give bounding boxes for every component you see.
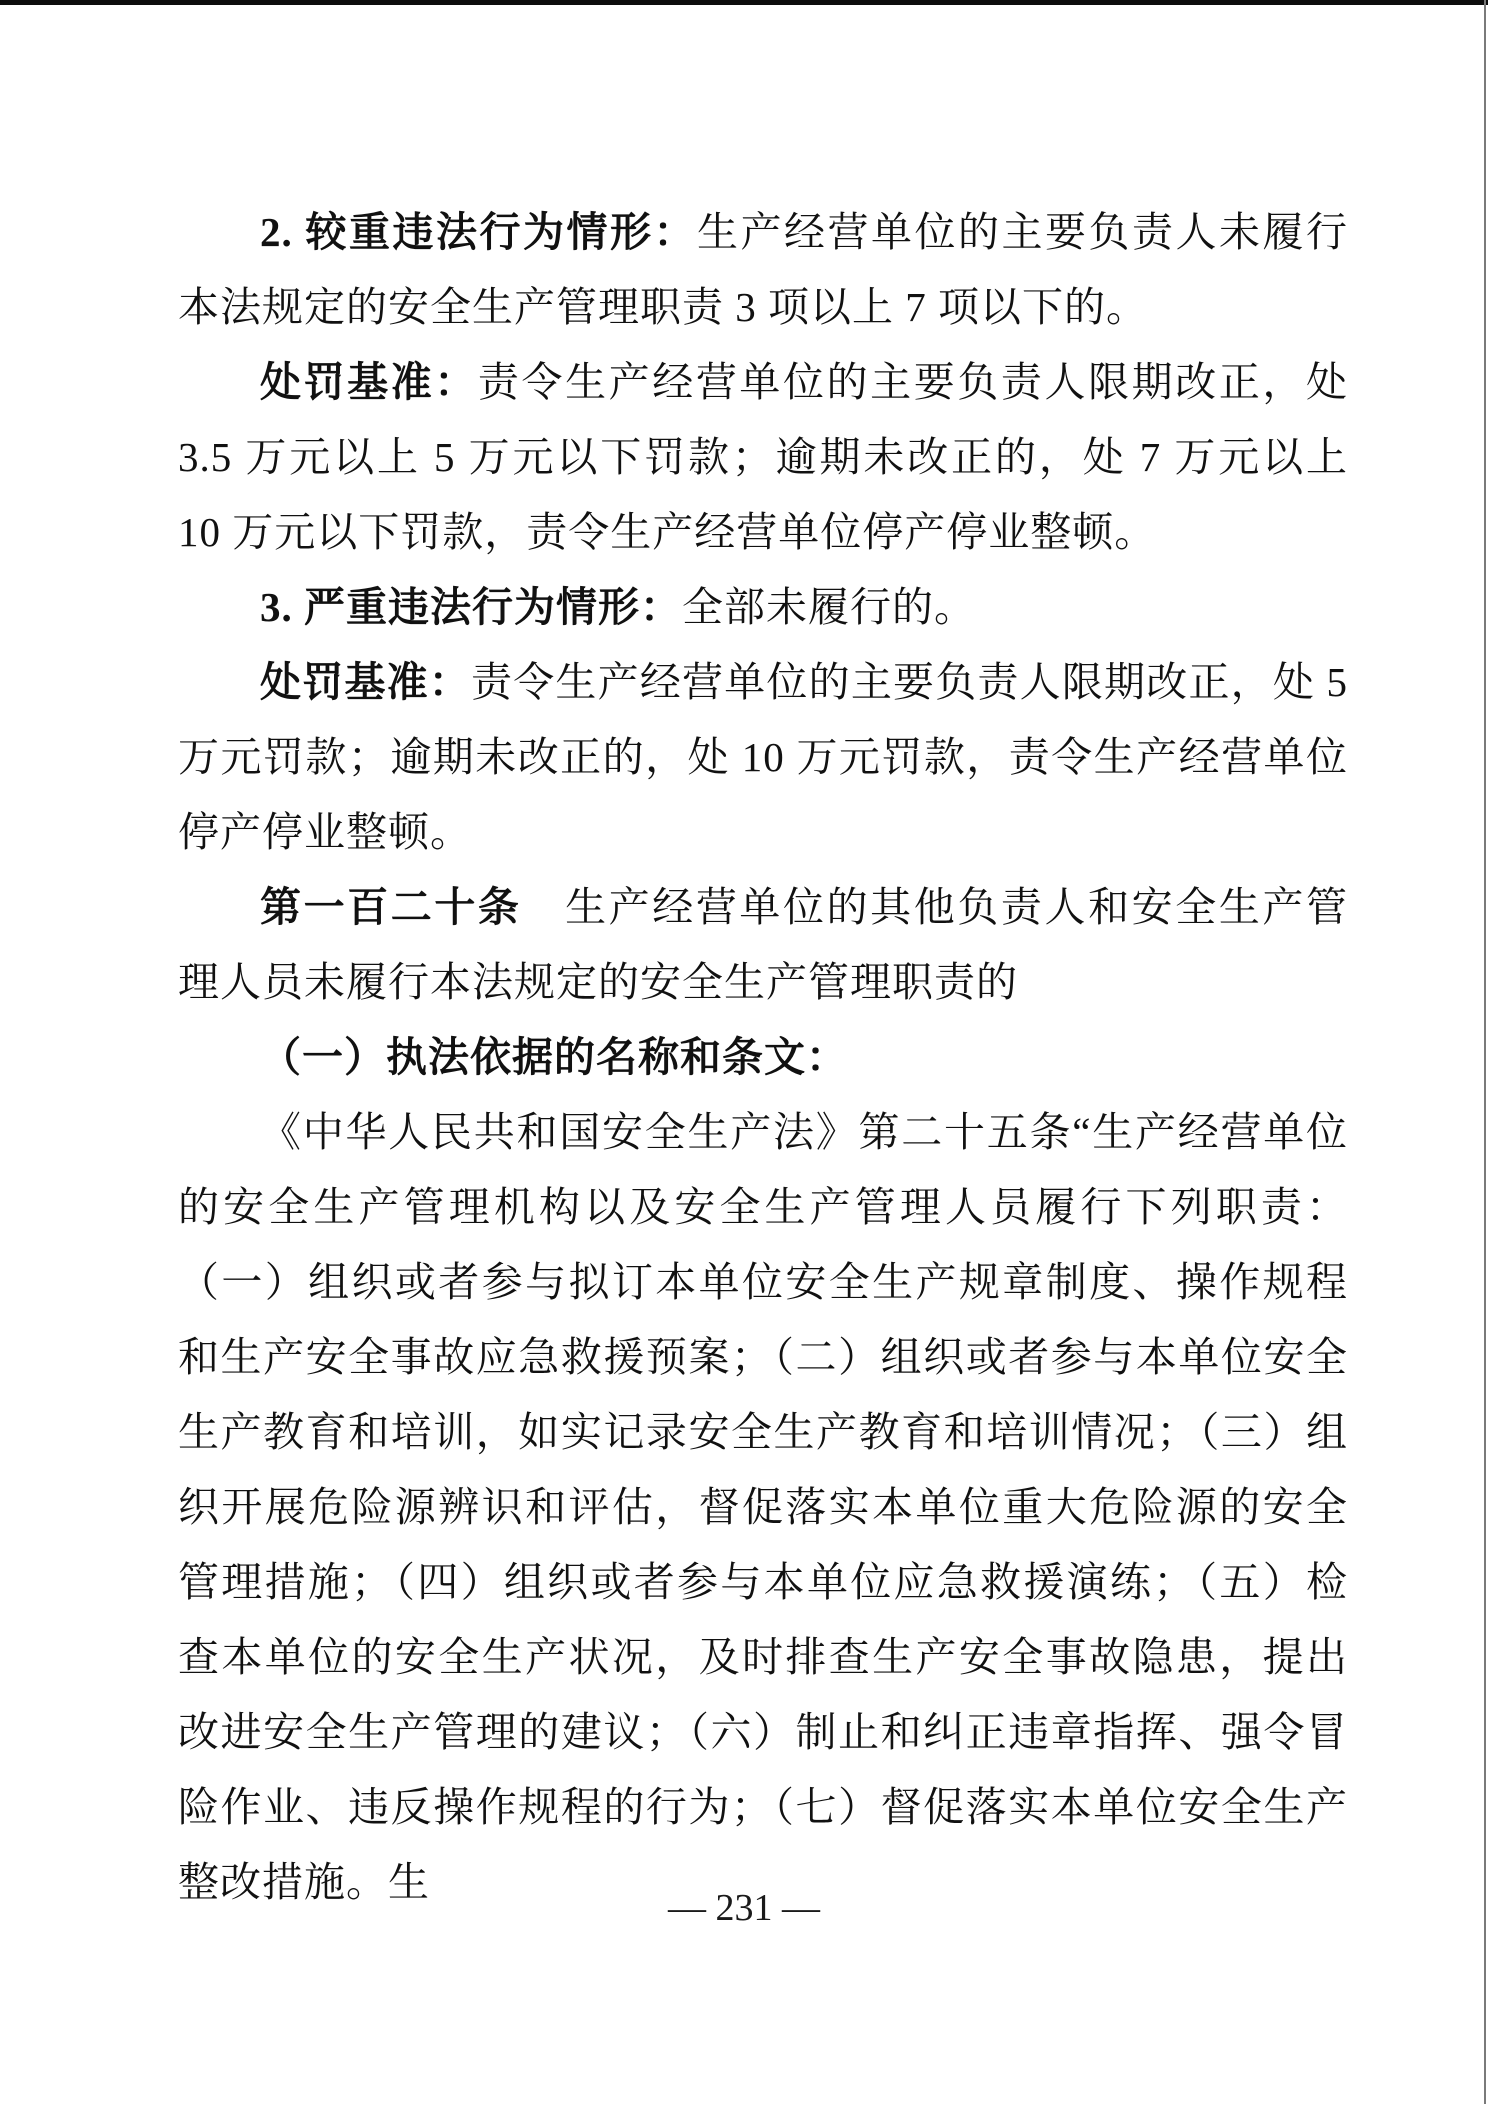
para-lead: 3. 严重违法行为情形： bbox=[260, 584, 682, 630]
para-law-quote bbox=[178, 1095, 1348, 1920]
para-text: 责令生产经营单位的主要负责人限期改正，处 5 万元罚款；逾期未改正的，处 10 万元罚款，责令生产经营单位停产停业整顿。 bbox=[178, 659, 1349, 855]
document-body bbox=[178, 195, 1348, 1920]
para-text: 生产经营单位的其他负责人和安全生产管理人员未履行本法规定的安全生产管理职责的 bbox=[178, 884, 1348, 1005]
scan-edge-right bbox=[1484, 0, 1486, 2104]
para-lead: 第一百二十条 bbox=[260, 884, 522, 930]
para-text: 责令生产经营单位的主要负责人限期改正，处 3.5 万元以上 5 万元以下罚款；逾期未改正的，处 7 万元以上 10 万元以下罚款，责令生产经营单位停产停业整顿。 bbox=[178, 359, 1349, 555]
para-lead: 处罚基准： bbox=[260, 659, 472, 705]
para-penalty-severe bbox=[178, 645, 1348, 870]
para-text: 全部未履行的。 bbox=[682, 584, 976, 630]
para-lead: 处罚基准： bbox=[260, 359, 478, 405]
para-text: 《中华人民共和国安全生产法》第二十五条“生产经营单位的安全生产管理机构以及安全生产管理人员履行下列职责：（一）组织或者参与拟订本单位安全生产规章制度、操作规程和生产安全事故应急救援预案；（二）组织或者参与本单位安全生产教育和培训，如实记录安全生产教育和培训情况；（三）组织开展危险源辨识和评估，督促落实本单位重大危险源的安全管理措施；（四）组织或者参与本单位应急救援演练；（五）检查本单位的安全生产状况，及时排查生产安全事故隐患，提出改进安全生产管理的建议；（六）制止和纠正违章指挥、强令冒险作业、违反操作规程的行为；（七）督促落实本单位安全生产整改措施。生 bbox=[178, 1109, 1348, 1905]
page-number: — 231 — bbox=[668, 1887, 820, 1929]
para-article-120 bbox=[178, 870, 1348, 1020]
para-violation-severe bbox=[178, 570, 1348, 645]
para-penalty-moderate bbox=[178, 345, 1348, 570]
scan-edge-top bbox=[0, 0, 1488, 5]
para-heading-legal-basis bbox=[178, 1020, 1348, 1095]
para-text: 生产经营单位的主要负责人未履行本法规定的安全生产管理职责 3 项以上 7 项以下的。 bbox=[178, 209, 1348, 330]
para-lead: （一）执法依据的名称和条文： bbox=[260, 1034, 848, 1080]
para-violation-moderate bbox=[178, 195, 1348, 345]
para-lead: 2. 较重违法行为情形： bbox=[260, 209, 697, 255]
